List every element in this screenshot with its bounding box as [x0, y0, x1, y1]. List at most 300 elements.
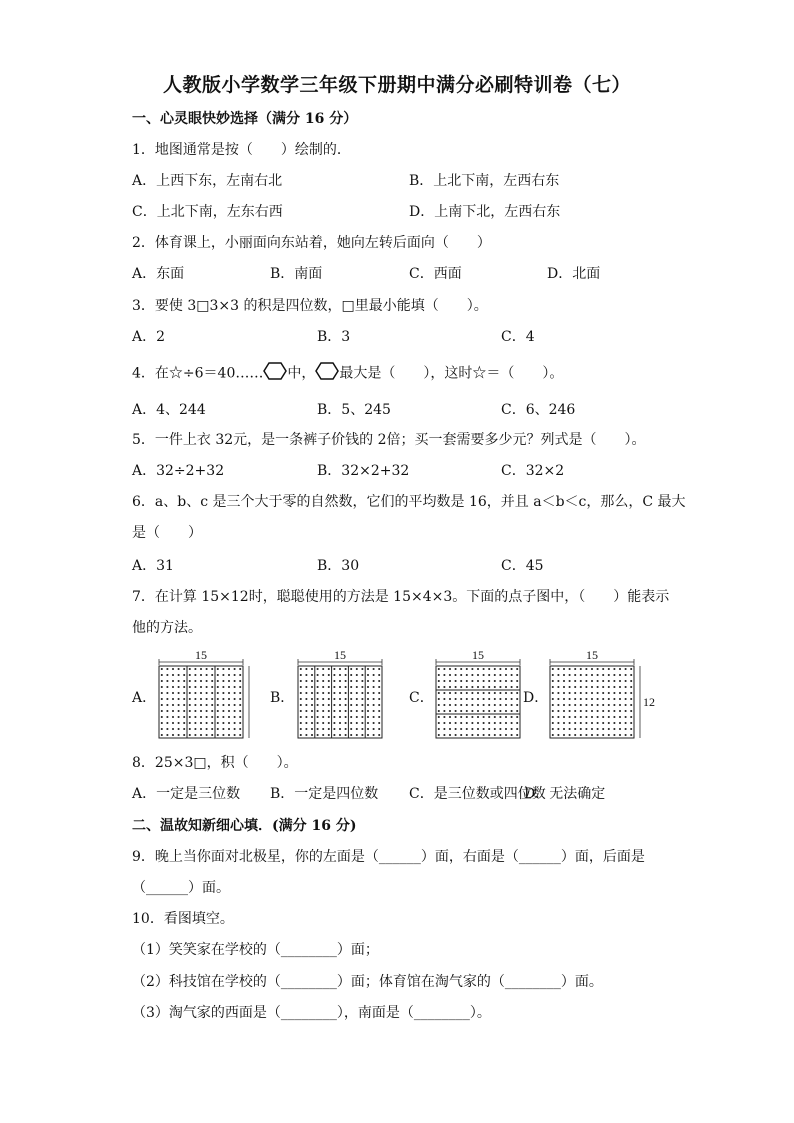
dot — [305, 680, 307, 682]
dot — [455, 692, 457, 694]
q6-option-a[interactable]: A．31 — [132, 558, 174, 574]
dot — [211, 710, 213, 712]
dot — [557, 692, 559, 694]
dot — [552, 734, 554, 736]
dot — [494, 734, 496, 736]
dot — [339, 728, 341, 730]
dot — [189, 686, 191, 688]
dot — [569, 686, 571, 688]
dot — [499, 722, 501, 724]
dot — [516, 698, 518, 700]
dot — [217, 704, 219, 706]
dot — [619, 716, 621, 718]
dot — [466, 710, 468, 712]
dot — [557, 722, 559, 724]
dot — [211, 722, 213, 724]
dot — [228, 686, 230, 688]
dot — [569, 692, 571, 694]
dot — [619, 674, 621, 676]
dot — [367, 692, 369, 694]
dot — [356, 722, 358, 724]
dot — [466, 716, 468, 718]
dot-array-figure-c[interactable] — [432, 650, 524, 742]
dot — [200, 698, 202, 700]
dot — [211, 734, 213, 736]
dot — [239, 710, 241, 712]
dot — [234, 734, 236, 736]
dot — [494, 692, 496, 694]
dot — [166, 716, 168, 718]
dot — [373, 722, 375, 724]
dot — [477, 698, 479, 700]
dot — [483, 686, 485, 688]
q1-option-c[interactable]: C．上北下南，左东右西 — [132, 204, 283, 220]
dot — [166, 728, 168, 730]
q4-option-a[interactable]: A．4、244 — [132, 402, 206, 418]
dot — [585, 722, 587, 724]
dot — [455, 710, 457, 712]
dot — [499, 728, 501, 730]
dot — [625, 692, 627, 694]
dot — [449, 692, 451, 694]
dot — [317, 728, 319, 730]
dot — [471, 692, 473, 694]
dot — [585, 716, 587, 718]
dot — [305, 734, 307, 736]
dot — [234, 722, 236, 724]
dot — [211, 698, 213, 700]
dot — [373, 704, 375, 706]
dot — [552, 692, 554, 694]
dot — [449, 680, 451, 682]
dot — [345, 716, 347, 718]
q7-option-c-label[interactable]: C． — [409, 690, 434, 706]
q10-part-3: （3）淘气家的西面是（________），南面是（________）。 — [132, 1005, 491, 1021]
dot — [630, 734, 632, 736]
dot — [516, 680, 518, 682]
dot — [322, 728, 324, 730]
dot — [630, 674, 632, 676]
dot — [499, 710, 501, 712]
dot — [511, 710, 513, 712]
height-label: 12 — [643, 695, 655, 709]
dot — [443, 722, 445, 724]
dot — [234, 674, 236, 676]
dot — [333, 674, 335, 676]
dot — [602, 680, 604, 682]
dot — [211, 692, 213, 694]
dot — [455, 668, 457, 670]
dot — [300, 710, 302, 712]
dot — [311, 668, 313, 670]
dot — [333, 680, 335, 682]
dot — [608, 698, 610, 700]
dot — [328, 728, 330, 730]
dot — [619, 698, 621, 700]
dot — [339, 692, 341, 694]
q7-option-a-label[interactable]: A． — [132, 690, 157, 706]
dot — [591, 710, 593, 712]
dot — [183, 716, 185, 718]
dot — [613, 734, 615, 736]
q7-option-d-label[interactable]: D． — [523, 690, 549, 706]
dot — [619, 728, 621, 730]
dot — [443, 674, 445, 676]
dot — [483, 704, 485, 706]
dot — [211, 668, 213, 670]
dot — [228, 668, 230, 670]
dot — [460, 698, 462, 700]
dot — [505, 716, 507, 718]
dot — [494, 728, 496, 730]
dot — [569, 710, 571, 712]
q4-stem-part-1: 4．在☆÷6＝40…… — [132, 365, 264, 382]
dot — [552, 728, 554, 730]
dot — [625, 674, 627, 676]
q8-option-b[interactable]: B．一定是四位数 — [270, 786, 379, 802]
q8-option-d[interactable]: D．无法确定 — [524, 786, 606, 802]
dot — [317, 698, 319, 700]
dot — [608, 680, 610, 682]
dot — [361, 722, 363, 724]
dot — [234, 686, 236, 688]
dot — [499, 698, 501, 700]
dot — [178, 680, 180, 682]
dot — [356, 734, 358, 736]
dot — [460, 728, 462, 730]
q2-option-d[interactable]: D．北面 — [547, 266, 601, 282]
dot — [367, 686, 369, 688]
q4-stem-part-2: 中， — [287, 365, 316, 382]
dot — [494, 686, 496, 688]
q7-option-b-label[interactable]: B． — [270, 690, 295, 706]
dot — [552, 716, 554, 718]
q6-option-c[interactable]: C．45 — [501, 558, 544, 574]
dot — [206, 686, 208, 688]
dot — [378, 698, 380, 700]
dot — [569, 674, 571, 676]
dot — [557, 710, 559, 712]
dot — [466, 722, 468, 724]
dot — [449, 728, 451, 730]
q1-option-a[interactable]: A．上西下东，左南右北 — [132, 173, 283, 189]
dot — [239, 692, 241, 694]
dot — [206, 668, 208, 670]
dot — [222, 710, 224, 712]
dot — [222, 722, 224, 724]
dot — [367, 728, 369, 730]
dot — [477, 704, 479, 706]
dot — [189, 692, 191, 694]
dot — [574, 686, 576, 688]
dot — [602, 716, 604, 718]
q5-option-b[interactable]: B．32×2+32 — [317, 463, 410, 479]
dot — [602, 704, 604, 706]
q4-option-b[interactable]: B．5、245 — [317, 402, 391, 418]
dot — [356, 674, 358, 676]
dot — [328, 734, 330, 736]
dot — [373, 680, 375, 682]
dot — [300, 698, 302, 700]
dot — [499, 692, 501, 694]
dot — [563, 680, 565, 682]
dot — [367, 722, 369, 724]
dot — [438, 674, 440, 676]
dot — [172, 692, 174, 694]
dot — [322, 680, 324, 682]
q3-option-b[interactable]: B．3 — [317, 329, 351, 345]
dot — [161, 728, 163, 730]
dot — [574, 680, 576, 682]
q3-option-a[interactable]: A．2 — [132, 329, 166, 345]
dot — [183, 680, 185, 682]
dot — [373, 710, 375, 712]
dot — [222, 716, 224, 718]
dot — [194, 668, 196, 670]
dot — [189, 728, 191, 730]
dot — [345, 680, 347, 682]
dot — [557, 686, 559, 688]
dot-array-figure-d[interactable] — [546, 650, 658, 742]
dot — [477, 722, 479, 724]
dot — [625, 680, 627, 682]
dot — [449, 716, 451, 718]
q5-option-c[interactable]: C．32×2 — [501, 463, 565, 479]
q8-option-c[interactable]: C．是三位数或四位数 — [409, 786, 546, 802]
dot — [569, 680, 571, 682]
dot — [563, 716, 565, 718]
dot — [494, 710, 496, 712]
dot — [438, 716, 440, 718]
dot — [483, 716, 485, 718]
dot — [361, 710, 363, 712]
q1-option-d[interactable]: D．上南下北，左西右东 — [409, 204, 561, 220]
dot — [488, 674, 490, 676]
q2-option-a[interactable]: A．东面 — [132, 266, 185, 282]
dot — [222, 680, 224, 682]
dot — [602, 698, 604, 700]
dot — [178, 692, 180, 694]
dot — [305, 716, 307, 718]
dot — [619, 704, 621, 706]
dot — [217, 722, 219, 724]
dot — [488, 698, 490, 700]
dot — [477, 686, 479, 688]
dot — [361, 698, 363, 700]
dot — [356, 716, 358, 718]
dot — [471, 668, 473, 670]
dot — [189, 698, 191, 700]
dot — [563, 710, 565, 712]
width-label: 15 — [334, 650, 346, 662]
dot — [305, 668, 307, 670]
hexagon-icon — [315, 362, 339, 385]
dot — [339, 722, 341, 724]
q3-option-c[interactable]: C．4 — [501, 329, 535, 345]
dot — [311, 710, 313, 712]
dot — [194, 674, 196, 676]
dot — [200, 704, 202, 706]
dot — [552, 722, 554, 724]
dot — [505, 680, 507, 682]
dot — [239, 674, 241, 676]
dot — [494, 704, 496, 706]
dot — [511, 698, 513, 700]
dot — [630, 686, 632, 688]
dot — [438, 668, 440, 670]
dot — [178, 710, 180, 712]
dot — [557, 704, 559, 706]
dot — [443, 686, 445, 688]
dot — [630, 716, 632, 718]
dot — [322, 704, 324, 706]
dot — [625, 710, 627, 712]
dot — [200, 734, 202, 736]
dot — [328, 692, 330, 694]
dot — [516, 722, 518, 724]
dot — [194, 710, 196, 712]
dot — [471, 680, 473, 682]
dot — [477, 680, 479, 682]
dot — [597, 698, 599, 700]
dot — [552, 710, 554, 712]
dot — [189, 734, 191, 736]
dot — [591, 686, 593, 688]
dot — [511, 668, 513, 670]
dot — [449, 734, 451, 736]
dot — [361, 728, 363, 730]
dot — [345, 692, 347, 694]
dot — [328, 698, 330, 700]
dot — [563, 728, 565, 730]
dot — [178, 668, 180, 670]
dot — [350, 668, 352, 670]
dot — [516, 704, 518, 706]
q10-part-1: （1）笑笑家在学校的（________）面； — [132, 942, 379, 958]
dot — [305, 692, 307, 694]
dot — [574, 668, 576, 670]
dot — [339, 710, 341, 712]
dot — [455, 734, 457, 736]
dot — [194, 704, 196, 706]
dot — [488, 722, 490, 724]
dot — [211, 686, 213, 688]
dot — [460, 710, 462, 712]
dot — [305, 674, 307, 676]
dot — [597, 722, 599, 724]
dot — [333, 734, 335, 736]
dot — [311, 716, 313, 718]
dot — [443, 692, 445, 694]
q8-option-a[interactable]: A．一定是三位数 — [132, 786, 241, 802]
q2-option-c[interactable]: C．西面 — [409, 266, 462, 282]
dot — [161, 710, 163, 712]
dot — [222, 686, 224, 688]
dot — [516, 728, 518, 730]
dot — [552, 686, 554, 688]
q2-option-b[interactable]: B．南面 — [270, 266, 323, 282]
dot — [625, 728, 627, 730]
dot — [206, 728, 208, 730]
dot — [557, 698, 559, 700]
dot — [350, 704, 352, 706]
dot — [557, 674, 559, 676]
dot — [477, 710, 479, 712]
dot — [488, 704, 490, 706]
dot — [449, 668, 451, 670]
dot — [228, 692, 230, 694]
dot — [356, 692, 358, 694]
dot — [552, 674, 554, 676]
dot — [194, 680, 196, 682]
dot — [339, 698, 341, 700]
dot — [466, 692, 468, 694]
dot-array-figure-a[interactable] — [155, 650, 255, 742]
dot — [455, 728, 457, 730]
question-10: 10．看图填空。 — [132, 911, 234, 927]
dot — [460, 674, 462, 676]
dot — [591, 722, 593, 724]
dot — [591, 692, 593, 694]
dot — [574, 722, 576, 724]
q1-option-b[interactable]: B．上北下南，左西右东 — [409, 173, 560, 189]
dot — [166, 692, 168, 694]
dot — [630, 692, 632, 694]
dot — [619, 734, 621, 736]
q4-option-c[interactable]: C．6、246 — [501, 402, 576, 418]
dot — [166, 710, 168, 712]
q5-option-a[interactable]: A．32÷2+32 — [132, 463, 225, 479]
dot — [591, 674, 593, 676]
dot — [328, 686, 330, 688]
dot — [483, 668, 485, 670]
dot — [300, 734, 302, 736]
dot — [217, 680, 219, 682]
dot — [350, 692, 352, 694]
question-2: 2．体育课上，小丽面向东站着，她向左转后面向（ ） — [132, 235, 491, 251]
dot — [505, 692, 507, 694]
dot-array-figure-b[interactable] — [294, 650, 386, 742]
dot — [455, 704, 457, 706]
q6-option-b[interactable]: B．30 — [317, 558, 360, 574]
dot — [597, 686, 599, 688]
dot — [322, 698, 324, 700]
dot — [585, 674, 587, 676]
dot — [466, 668, 468, 670]
dot — [166, 680, 168, 682]
width-label: 15 — [195, 650, 207, 662]
dot — [552, 680, 554, 682]
dot — [228, 716, 230, 718]
dot — [471, 710, 473, 712]
dot — [378, 668, 380, 670]
dot — [300, 692, 302, 694]
dot — [613, 710, 615, 712]
dot — [625, 668, 627, 670]
dot — [499, 668, 501, 670]
dot — [378, 674, 380, 676]
dot — [569, 734, 571, 736]
dot — [483, 674, 485, 676]
dot — [602, 728, 604, 730]
dot — [449, 674, 451, 676]
dot — [305, 710, 307, 712]
dot — [466, 728, 468, 730]
dot — [333, 710, 335, 712]
dot — [602, 668, 604, 670]
dot — [438, 680, 440, 682]
dot — [443, 680, 445, 682]
